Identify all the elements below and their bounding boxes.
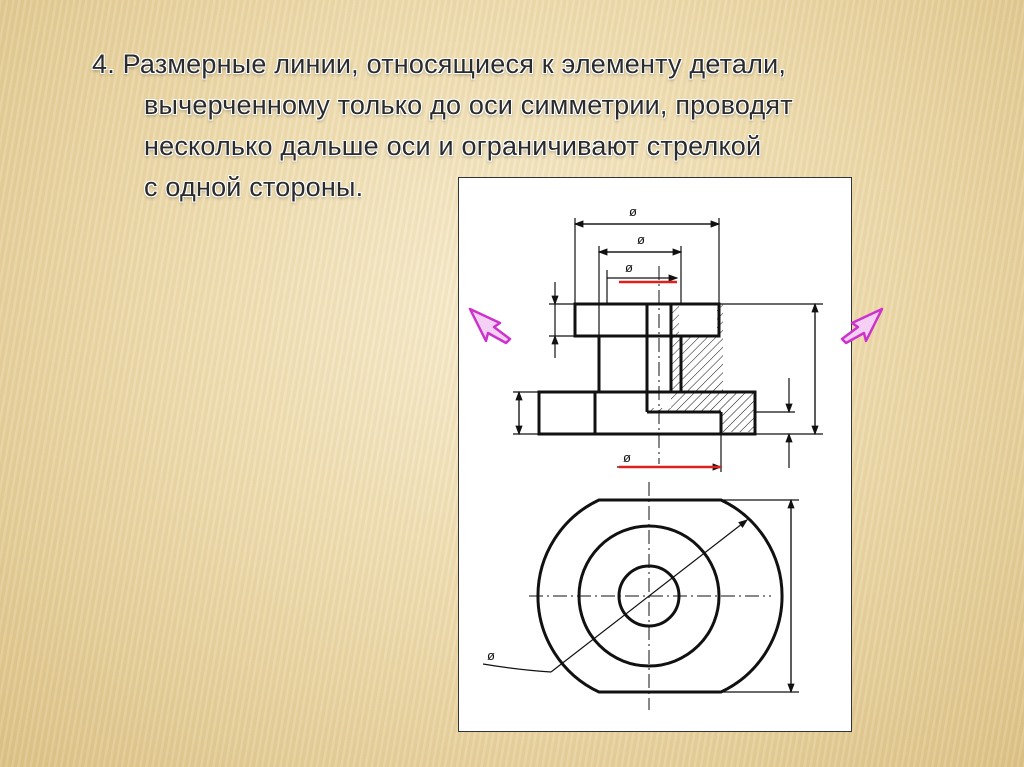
dim-label-5: ø	[487, 648, 495, 663]
text-line-1: 4. Размерные линии, относящиеся к элементу детали,	[92, 49, 787, 79]
drawing-svg	[459, 178, 851, 731]
text-line-3: несколько дальше оси и ограничивают стрелкой	[144, 131, 762, 161]
dim-label-3: ø	[625, 260, 633, 275]
pointer-arrow-right-icon	[838, 303, 886, 347]
dim-label-1: ø	[629, 204, 637, 219]
dim-label-2: ø	[637, 232, 645, 247]
pointer-arrow-left-icon	[466, 303, 514, 347]
front-view	[539, 304, 755, 434]
text-line-4: с одной стороны.	[144, 172, 364, 202]
height-dims-right	[719, 304, 823, 468]
dim-label-4: ø	[623, 450, 631, 465]
technical-drawing	[458, 177, 852, 732]
text-line-2: вычерченному только до оси симметрии, проводят	[144, 90, 793, 120]
